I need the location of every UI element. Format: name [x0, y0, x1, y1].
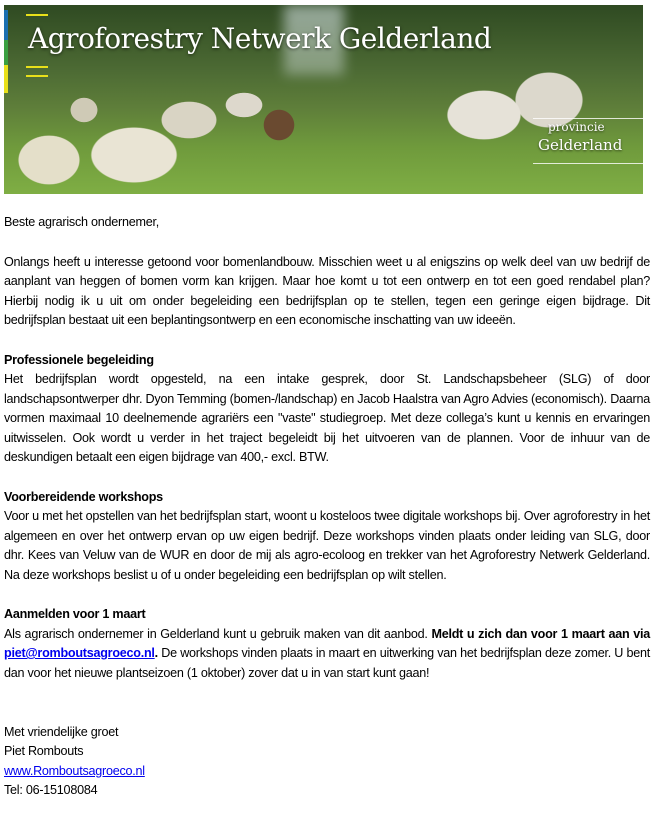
yellow-stripe: [4, 65, 8, 93]
intro-paragraph: Onlangs heeft u interesse getoond voor bomenlandbouw. Misschien weet u al enigszins op welk deel van uw bedrijf de aanplant van heggen of bomen vorm kan krijgen. Maar hoe komt u tot een ontwerp en tot een goed rendabel plan? Hierbij nodig ik u uit om onder begeleiding een bedrijfsplan op te stellen, tegen een geringe eigen bijdrage. Dit bedrijfsplan bestaat uit een beplantingsontwerp en een economische inschatting van uw ideeën.: [4, 254, 650, 327]
aanmelden-text: Als agrarisch ondernemer in Gelderland kunt u gebruik maken van dit aanbod.: [4, 626, 432, 641]
header-banner-image: [4, 5, 643, 194]
closing: Met vriendelijke groet: [4, 724, 119, 739]
yellow-bar: [26, 14, 48, 16]
provincie-label: provincie: [548, 120, 605, 134]
professionele-begeleiding-heading: Professionele begeleiding: [4, 352, 154, 367]
aanmelden-heading: Aanmelden voor 1 maart: [4, 607, 146, 621]
yellow-bar: [26, 66, 48, 68]
letter-body: [4, 213, 650, 801]
aanmelden-text-2: De workshops vinden plaats in maart en uitwerking van het bedrijfsplan deze zomer. U bent dan voor het nieuwe plantseizoen (1 oktober) zover dat u in van start kunt gaan!: [4, 646, 650, 680]
workshops-heading: Voorbereidende workshops: [4, 489, 163, 504]
greeting: Beste agrarisch ondernemer,: [4, 215, 159, 229]
aanmelden-bold: Meldt u zich dan voor 1 maart aan via: [431, 626, 650, 641]
website-link[interactable]: www.Romboutsagroeco.nl: [4, 763, 145, 778]
email-link[interactable]: piet@romboutsagroeco.nl: [4, 646, 155, 660]
yellow-bar: [26, 75, 48, 77]
signature-name: Piet Rombouts: [4, 744, 84, 758]
section-paragraph: Voor u met het opstellen van het bedrijfsplan start, woont u kosteloos twee digitale workshops bij. Over agroforestry in het algemeen en over het ontwerp ervan op uw eigen bedrijf. Deze workshops vinden plaats onder leiding van SLG, door dhr. Kees van Veluw van de WUR en door de mij als agro-ecoloog en trekker van het Agroforestry Netwerk Gelderland. Na deze workshops beslist u of u onder begeleiding een bedrijfsplan op wilt stellen.: [4, 509, 650, 582]
blue-stripe: [4, 10, 8, 40]
bold-period: .: [154, 646, 158, 660]
banner-title: Agroforestry Netwerk Gelderland: [28, 22, 492, 55]
section-paragraph: Het bedrijfsplan wordt opgesteld, na een intake gesprek, door St. Landschapsbeheer (SLG) of door landschapsontwerper dhr. Dyon Temming (bomen-/landschap) en Jacob Haalstra van Agro Advies (economisch). Daarna vormen maximaal 10 deelnemende agrariërs een "vaste" studiegroep. Met deze collega’s kunt u kennis en ervaringen uitwisselen. Ook wordt u verder in het traject begeleidt bij het uitvoeren van de plannen. Voor de inhuur van de deskundigen betaalt een eigen bijdrage van 400,- excl. BTW.: [4, 372, 650, 464]
section-heading: [4, 351, 650, 371]
provincie-gelderland-logo: [533, 118, 643, 164]
section-heading: [4, 605, 650, 625]
section-heading: [4, 488, 650, 508]
gelderland-label: Gelderland: [538, 136, 623, 154]
green-stripe: [4, 40, 8, 65]
section-paragraph: [4, 625, 650, 684]
phone-number: Tel: 06-15108084: [4, 783, 98, 797]
